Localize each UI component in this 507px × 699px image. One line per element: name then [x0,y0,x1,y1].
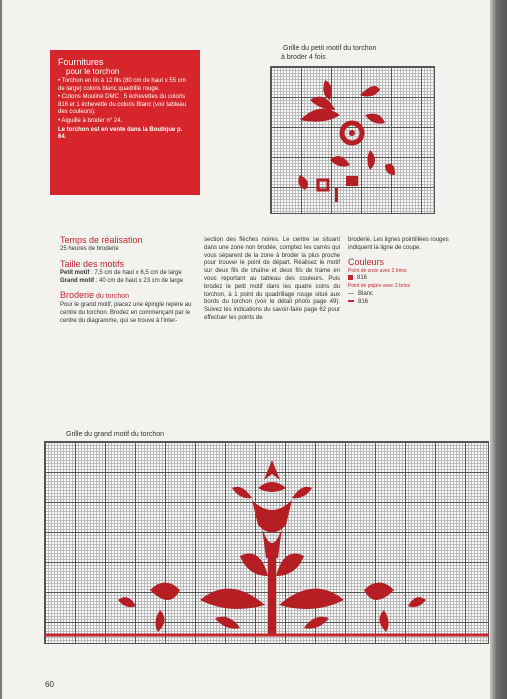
embroidery-title: Broderie du torchon [60,290,130,301]
color-816-back: 816 [348,299,473,307]
small-grid-title: Grille du petit motif du torchon à broder 4 fois [281,45,377,61]
colors-title: Couleurs [348,256,385,267]
sizes-small: Petit motif : 7,5 cm de haut x 6,5 cm de large [60,269,182,276]
sizes-large: Grand motif : 40 cm de haut x 23 cm de large [60,277,184,284]
large-motif [118,460,426,635]
sizes-title: Taille des motifs [60,258,125,269]
large-grid-title: Grille du grand motif du torchon [66,431,165,438]
small-motif [298,80,395,202]
supplies-subtitle: pour le torchon [66,67,120,76]
text-column-2: section des flèches noires. Le centre se situant dans une zone non brodée, comptez les carrés qui vous séparent de la zone à broder la plus proche pour trouver le point de départ. Réalisez le motif sur deux fils de chaîne et deux fils de trame en vous reportant au tableau des couleurs. Puis brodez le petit motif dans les quatre coins du torchon, à 1 point du quadrillage rouge situé aux bords du torchon (voir le détail photo page 49). Suivez les indications du savoir-faire page 62 pour effectuer les points de [204,237,340,321]
embroidery-text-1: Pour le grand motif, placez une épingle repère au centre du torchon. Brodez en commençant par le centre du diagramme, qui se trouve à l'inter- [60,302,192,324]
supplies-title: Fournitures [58,57,104,67]
supplies-note: Le torchon est en vente dans la Boutique p. 64. [58,126,183,141]
time-text: 25 heures de broderie [60,246,119,252]
supplies-item: • Aiguille à broder n° 24. [58,117,123,124]
color-white-back: Blanc [348,291,473,299]
time-title: Temps de réalisation [60,235,143,245]
supplies-item: • Torchon en lin à 12 fils (80 cm de haut x 55 cm de large) coloris blanc quadrillé rouge. [58,78,186,92]
cross-stitch-label: Point de croix avec 2 brins [348,267,407,274]
supplies-item: • Cotons Mouliné DMC : 5 échevettes du coloris 816 et 1 échevette du coloris Blanc (voir tableau des couleurs). [58,94,187,116]
backstitch-label: Point de piqûre avec 2 brins [348,283,410,290]
page-number: 60 [45,680,54,689]
embroidery-text-3: broderie. Les lignes pointillées rouges indiquent la ligne de coupe. [348,237,449,251]
color-816-cross: 816 [348,275,473,283]
